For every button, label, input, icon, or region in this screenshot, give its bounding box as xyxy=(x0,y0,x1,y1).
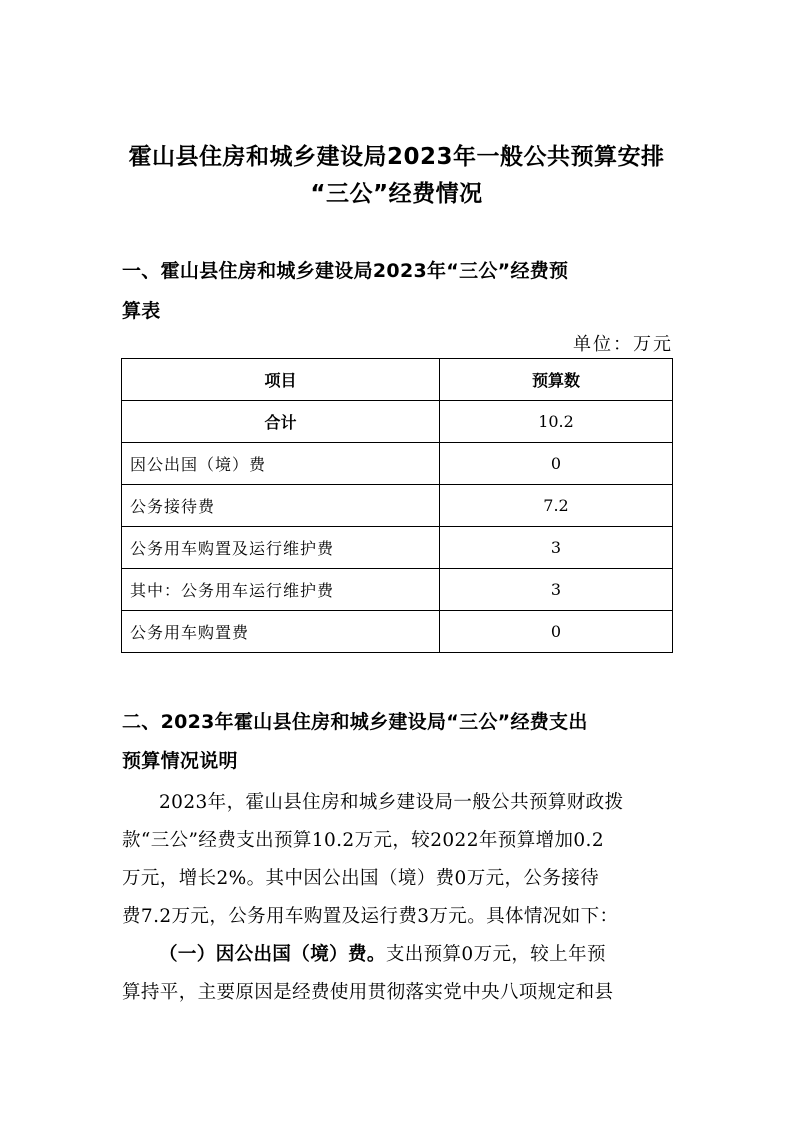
row-value: 7.2 xyxy=(440,485,673,527)
section2-heading-line2: 预算情况说明 xyxy=(122,750,238,772)
document-title-line1: 霍山县住房和城乡建设局2023年一般公共预算安排 xyxy=(128,144,665,170)
row-item: 其中：公务用车运行维护费 xyxy=(122,569,440,611)
table-row xyxy=(122,485,673,527)
table-row xyxy=(122,401,673,443)
table-row xyxy=(122,443,673,485)
row-value: 3 xyxy=(440,527,673,569)
unit-label: 单位：万元 xyxy=(573,334,673,355)
paragraph-line: 万元，增长2%。其中因公出国（境）费0万元，公务接待 xyxy=(122,868,600,889)
paragraph-line: 款“三公”经费支出预算10.2万元，较2022年预算增加0.2 xyxy=(122,830,605,851)
header-item: 项目 xyxy=(122,359,440,401)
paragraph-line: 算持平，主要原因是经费使用贯彻落实党中央八项规定和县 xyxy=(122,982,614,1003)
paragraph-line xyxy=(122,936,674,974)
row-item: 因公出国（境）费 xyxy=(122,443,440,485)
row-item: 公务接待费 xyxy=(122,485,440,527)
header-budget: 预算数 xyxy=(440,359,673,401)
row-value: 0 xyxy=(440,443,673,485)
row-item: 公务用车购置及运行维护费 xyxy=(122,527,440,569)
paragraph-text: 支出预算0万元，较上年预 xyxy=(385,944,606,965)
row-item: 公务用车购置费 xyxy=(122,611,440,653)
table-row xyxy=(122,527,673,569)
section1-heading-line2: 算表 xyxy=(122,300,161,322)
paragraph-line: 费7.2万元，公务用车购置及运行费3万元。具体情况如下： xyxy=(122,906,619,927)
table-row xyxy=(122,569,673,611)
paragraph-line: 2023年，霍山县住房和城乡建设局一般公共预算财政拨 xyxy=(159,792,624,813)
row-item-total: 合计 xyxy=(122,401,440,443)
section1-heading-line1: 一、霍山县住房和城乡建设局2023年“三公”经费预 xyxy=(122,260,569,282)
section2-heading-line1: 二、2023年霍山县住房和城乡建设局“三公”经费支出 xyxy=(122,711,588,733)
table-row xyxy=(122,611,673,653)
row-value-total: 10.2 xyxy=(440,401,673,443)
table-header-row xyxy=(122,359,673,401)
row-value: 0 xyxy=(440,611,673,653)
document-title-line2: “三公”经费情况 xyxy=(310,181,483,207)
explanation-paragraph xyxy=(122,784,674,1012)
subsection-lead: （一）因公出国（境）费。 xyxy=(159,944,386,965)
budget-table xyxy=(121,358,673,653)
row-value: 3 xyxy=(440,569,673,611)
